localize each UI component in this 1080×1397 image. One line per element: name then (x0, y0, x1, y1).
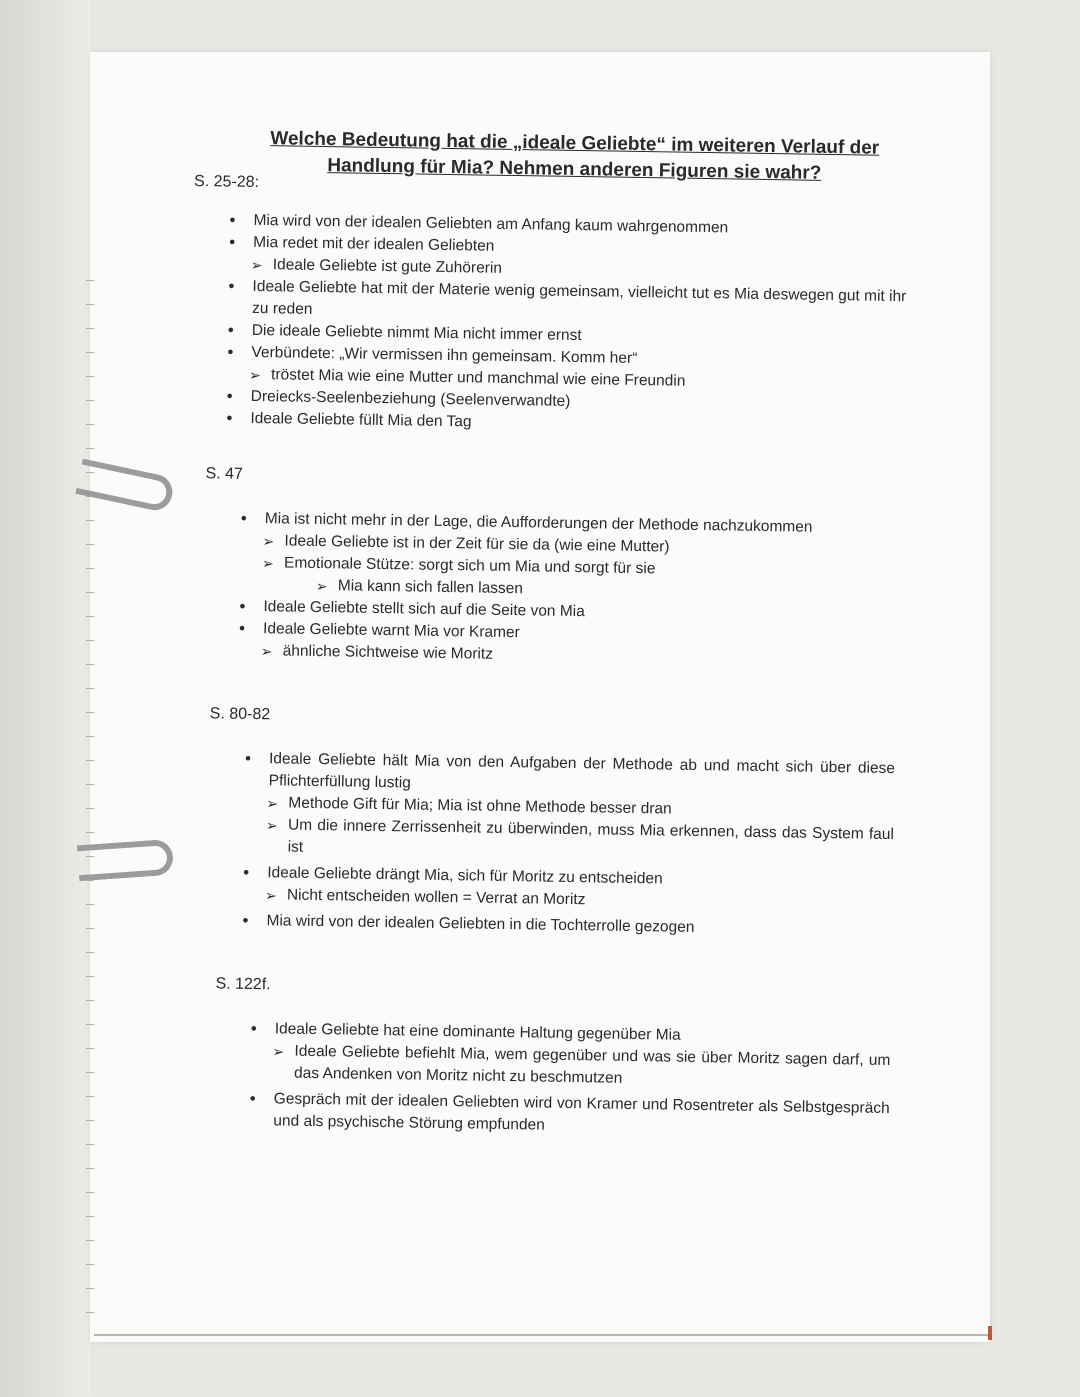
margin-tick (86, 808, 94, 809)
sub-list-item: ➢ Um die innere Zerrissenheit zu überwinden, muss Mia erkennen, dass das System faul ist (207, 813, 904, 868)
page-bottom-edge (94, 1334, 989, 1336)
list-item: • Ideale Geliebte drängt Mia, sich für Moritz zu entscheiden (207, 861, 903, 894)
margin-tick (86, 904, 94, 905)
sub-list-item: ➢ Ideale Geliebte ist in der Zeit für sie da (wie eine Mutter) (204, 529, 908, 562)
margin-tick (86, 376, 94, 377)
margin-tick (86, 280, 94, 281)
margin-tick (86, 1288, 94, 1289)
list-item: • Mia wird von der idealen Geliebten am Anfang kaum wahrgenommen (193, 209, 913, 242)
sub-list-item: ➢ Emotionale Stütze: sorgt sich um Mia und sorgt für sie (204, 551, 908, 584)
margin-tick (86, 952, 94, 953)
margin-tick (86, 976, 94, 977)
page-reference: S. 25-28: (193, 172, 260, 192)
margin-tick (86, 1144, 94, 1145)
list-item: • Die ideale Geliebte nimmt Mia nicht immer ernst (192, 319, 912, 352)
margin-tick (86, 1048, 94, 1049)
sub-list-item: ➢ tröstet Mia wie eine Mutter und manchmal wie eine Freundin (191, 363, 911, 396)
margin-ticks (86, 280, 96, 1340)
margin-tick (86, 1096, 94, 1097)
section-s80-82 (182, 705, 905, 942)
margin-tick (86, 568, 94, 569)
margin-tick (86, 1312, 94, 1313)
margin-tick (86, 1216, 94, 1217)
margin-tick (86, 304, 94, 305)
margin-tick (86, 1192, 94, 1193)
title-line-2: Handlung für Mia? Nehmen anderen Figuren sie wahr? (327, 155, 822, 184)
page-reference: S. 47 (205, 465, 244, 483)
sub-list-item: ➢ Nicht entscheiden wollen = Verrat an Moritz (207, 883, 903, 916)
sub-sub-list-item: ➢ Mia kann sich fallen lassen (204, 573, 908, 606)
section-s122f (179, 975, 901, 1142)
list-item: • Dreiecks-Seelenbeziehung (Seelenverwandte) (191, 385, 911, 418)
margin-tick (86, 760, 94, 761)
list-item: • Mia redet mit der idealen Geliebten (193, 231, 913, 264)
margin-tick (86, 424, 94, 425)
bullet-list (213, 1017, 901, 1142)
list-item: • Ideale Geliebte warnt Mia vor Kramer (203, 617, 907, 650)
document-content (179, 125, 915, 1142)
margin-tick (86, 736, 94, 737)
margin-tick (86, 712, 94, 713)
margin-tick (86, 928, 94, 929)
list-item: • Mia ist nicht mehr in der Lage, die Aufforderungen der Methode nachzukommen (205, 507, 909, 540)
bullet-list (190, 209, 913, 440)
list-item: • Verbündete: „Wir vermissen ihn gemeinsam. Komm her“ (191, 341, 911, 374)
margin-tick (86, 1264, 94, 1265)
list-item: • Ideale Geliebte hält Mia von den Aufgaben der Methode ab und macht sich über diese Pflichterfüllung lustig (209, 747, 906, 802)
corner-mark (988, 1326, 992, 1340)
sub-list-item: ➢ ähnliche Sichtweise wie Moritz (203, 639, 907, 672)
margin-tick (86, 352, 94, 353)
list-item: • Mia wird von der idealen Geliebten in die Tochterrolle gezogen (206, 909, 902, 942)
margin-tick (86, 1024, 94, 1025)
page-reference: S. 122f. (215, 975, 271, 994)
margin-tick (86, 640, 94, 641)
sub-list-item: ➢ Methode Gift für Mia; Mia ist ohne Methode besser dran (208, 791, 904, 824)
margin-tick (86, 664, 94, 665)
margin-tick (86, 1240, 94, 1241)
margin-tick (86, 1168, 94, 1169)
section-s25-28 (190, 173, 914, 440)
sub-list-item: ➢ Ideale Geliebte ist gute Zuhörerin (193, 253, 913, 286)
list-item: • Ideale Geliebte hat mit der Materie wenig gemeinsam, vielleicht tut es Mia deswegen gut mit ihr zu reden (192, 275, 913, 330)
margin-tick (86, 520, 94, 521)
bullet-list (206, 747, 905, 942)
list-item: • Ideale Geliebte stellt sich auf die Seite von Mia (203, 595, 907, 628)
margin-tick (86, 784, 94, 785)
list-item: • Ideale Geliebte füllt Mia den Tag (190, 407, 910, 440)
list-item: • Gespräch mit der idealen Geliebten wird von Kramer und Rosentreter als Selbstgespräch und als psychische Störung empfunden (213, 1087, 900, 1142)
margin-tick (86, 328, 94, 329)
binder-ring-bottom (77, 839, 174, 882)
margin-tick (86, 1072, 94, 1073)
bullet-list (203, 507, 909, 672)
margin-tick (86, 1000, 94, 1001)
margin-tick (86, 592, 94, 593)
sub-list-item: ➢ Ideale Geliebte befiehlt Mia, wem gegenüber und was sie über Moritz sagen darf, um das Andenken von Moritz nicht zu beschmutzen (214, 1039, 901, 1094)
margin-tick (86, 544, 94, 545)
margin-tick (86, 688, 94, 689)
page-reference: S. 80-82 (209, 705, 271, 724)
title-line-1: Welche Bedeutung hat die „ideale Geliebte“ im weiteren Verlauf der (270, 128, 880, 159)
margin-tick (86, 448, 94, 449)
margin-tick (86, 832, 94, 833)
margin-tick (86, 400, 94, 401)
binder-edge (0, 0, 90, 1397)
margin-tick (86, 616, 94, 617)
section-s47 (187, 465, 910, 672)
margin-tick (86, 1120, 94, 1121)
list-item: • Ideale Geliebte hat eine dominante Haltung gegenüber Mia (215, 1017, 901, 1050)
